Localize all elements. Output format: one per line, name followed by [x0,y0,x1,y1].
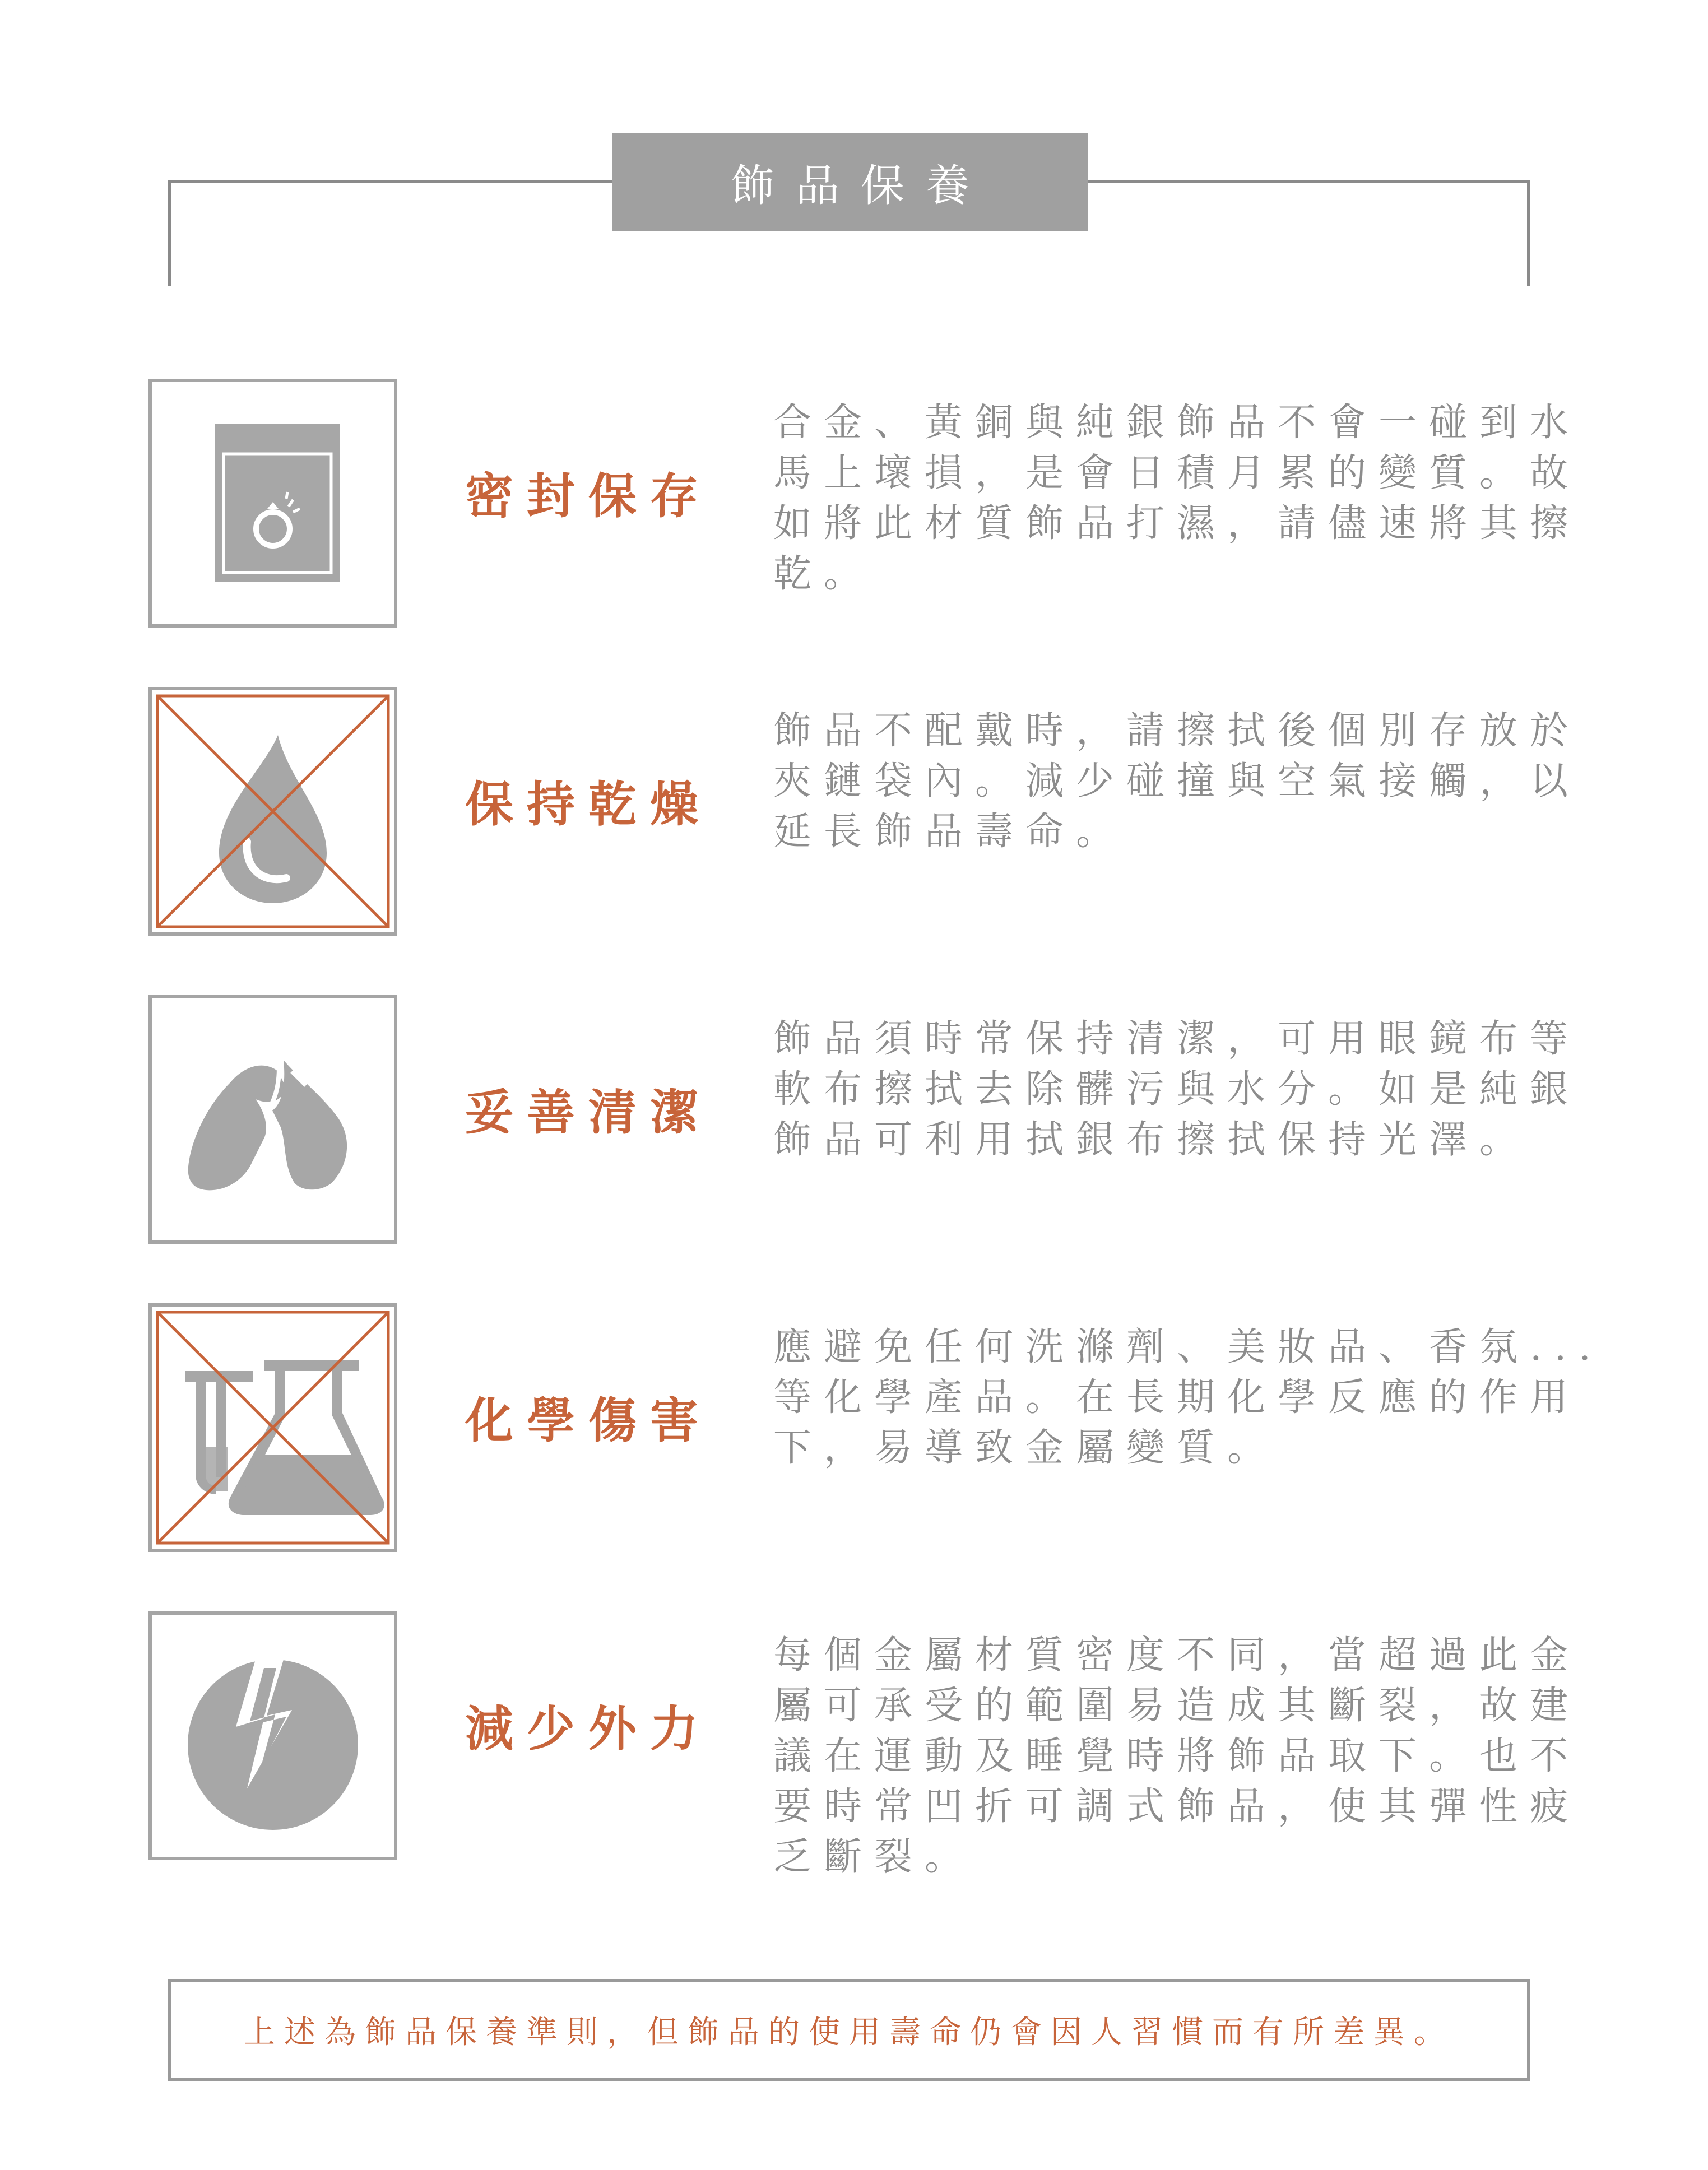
description-line: 延長飾品壽命。 [773,810,1127,854]
description-line: 軟布擦拭去除髒污與水分。如是純銀 [773,1067,1581,1112]
section-description [773,1322,1603,1474]
sealed-bag-ring-icon [148,379,397,628]
description-line: 乾。 [773,552,875,596]
section-heading: 化學傷害 [465,1392,712,1449]
water-drop-icon [148,687,397,936]
section-heading: 妥善清潔 [465,1084,712,1141]
broken-circle-icon [148,1611,397,1860]
footer-note: 上述為飾品保養準則，但飾品的使用壽命仍會因人習慣而有所差異。 [168,1979,1530,2081]
section-description [773,1014,1581,1165]
description-line: 屬可承受的範圍易造成其斷裂，故建 [773,1684,1581,1728]
section-heading: 密封保存 [465,468,712,524]
description-line: 下，易導致金屬變質。 [773,1426,1278,1470]
care-section-chemical [0,1303,1708,1555]
description-line: 每個金屬材質密度不同，當超過此金 [773,1633,1581,1678]
care-section-force [0,1611,1708,1879]
section-heading: 保持乾燥 [465,776,712,833]
description-line: 如將此材質飾品打濕，請儘速將其擦 [773,501,1581,546]
section-heading: 減少外力 [465,1700,712,1757]
cleaning-cloth-icon [148,995,397,1244]
description-line: 飾品須時常保持清潔，可用眼鏡布等 [773,1017,1581,1061]
care-section-dry [0,687,1708,939]
description-line: 乏斷裂。 [773,1835,976,1879]
section-description [773,706,1581,857]
section-description [773,1630,1581,1883]
description-line: 合金、黃銅與純銀飾品不會一碰到水 [773,401,1581,445]
description-line: 馬上壞損，是會日積月累的變質。故 [773,451,1581,495]
description-line: 夾鏈袋內。減少碰撞與空氣接觸，以 [773,759,1581,803]
description-line: 議在運動及睡覺時將飾品取下。也不 [773,1734,1581,1778]
chemistry-flask-icon [148,1303,397,1552]
section-description [773,398,1581,600]
page-title: 飾品保養 [612,133,1088,231]
description-line: 要時常凹折可調式飾品，使其彈性疲 [773,1785,1581,1829]
care-section-seal [0,379,1708,631]
description-line: 等化學產品。在長期化學反應的作用 [773,1376,1581,1420]
description-line: 應避免任何洗滌劑、美妝品、香氛... [773,1325,1603,1369]
description-line: 飾品可利用拭銀布擦拭保持光澤。 [773,1118,1530,1162]
description-line: 飾品不配戴時，請擦拭後個別存放於 [773,709,1581,753]
care-section-clean [0,995,1708,1247]
